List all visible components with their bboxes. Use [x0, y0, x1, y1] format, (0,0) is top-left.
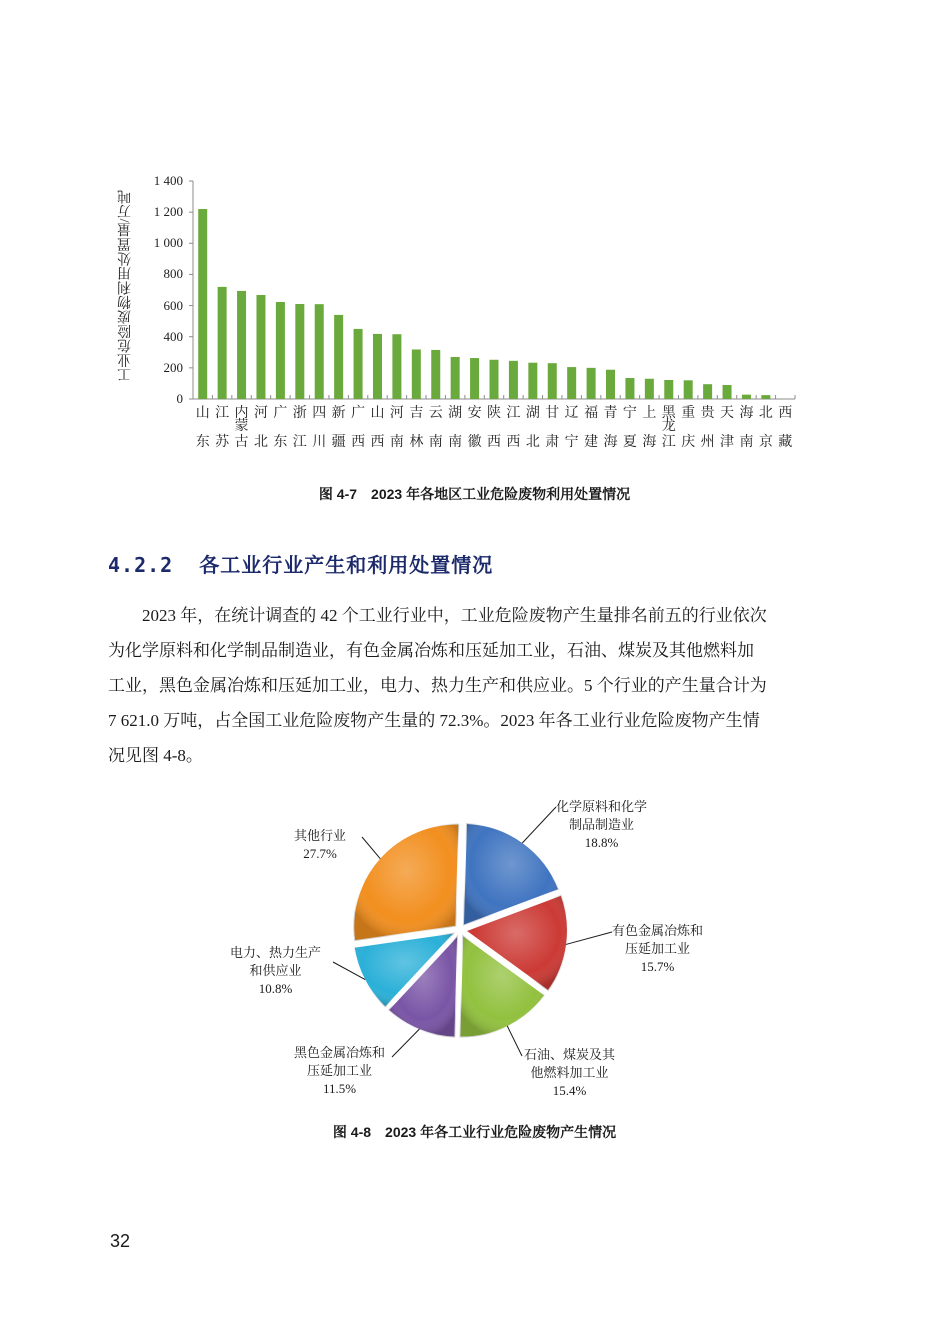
- leader-line: [566, 932, 612, 944]
- bar: [218, 287, 227, 399]
- pie-label-ferrous: [294, 1044, 385, 1098]
- bar: [742, 395, 751, 399]
- bar: [645, 379, 654, 399]
- bar-plot-area: [0, 0, 949, 470]
- label-percent: 15.4%: [552, 1083, 587, 1098]
- x-tick-label: 贵 州: [700, 406, 715, 450]
- x-tick-label: 山 东: [195, 406, 210, 450]
- label-line: 压延加工业: [625, 941, 691, 956]
- y-tick-label: 1 200: [153, 204, 183, 220]
- page-number: 32: [110, 1231, 131, 1251]
- paragraph-line: 工业，黑色金属冶炼和压延加工业，电力、热力生产和供应业。5 个行业的产生量合计为: [108, 676, 767, 695]
- x-tick-label: 江 西: [506, 406, 521, 450]
- label-line: 化学原料和化学: [556, 799, 648, 814]
- label-line: 石油、煤炭及其: [524, 1047, 616, 1062]
- slice-other-shading: [353, 824, 459, 942]
- y-tick-label: 600: [163, 297, 183, 313]
- bar: [295, 304, 304, 399]
- section-title: 各工业行业产生和利用处置情况: [199, 555, 494, 577]
- x-tick-label: 河 南: [389, 406, 404, 450]
- x-tick-label: 重 庆: [681, 406, 696, 450]
- x-tick-label: 天 津: [720, 406, 735, 450]
- bar: [470, 358, 479, 399]
- x-tick-label: 甘 肃: [545, 406, 560, 450]
- bar: [412, 349, 421, 399]
- x-tick-label: 陕 西: [487, 406, 501, 450]
- label-percent: 18.8%: [584, 835, 619, 850]
- bar: [431, 350, 440, 399]
- x-tick-label: 安 徽: [467, 406, 482, 450]
- bar: [392, 334, 401, 399]
- bar: [373, 334, 382, 399]
- pie-label-other: [294, 827, 346, 863]
- label-line: 压延加工业: [307, 1063, 373, 1078]
- x-tick-label: 云 南: [428, 406, 443, 450]
- label-line: 他燃料加工业: [530, 1065, 609, 1080]
- label-line: 其他行业: [294, 828, 347, 843]
- bar: [334, 315, 343, 399]
- x-tick-label: 西 藏: [778, 406, 793, 450]
- bar: [354, 329, 363, 399]
- x-tick-label: 内 蒙 古: [234, 406, 249, 450]
- bar: [567, 367, 576, 399]
- label-percent: 10.8%: [258, 981, 293, 996]
- x-tick-label: 湖 北: [525, 406, 540, 450]
- label-line: 有色金属冶炼和: [612, 923, 704, 938]
- x-tick-label: 江 苏: [215, 406, 230, 450]
- label-line: 电力、热力生产: [230, 945, 322, 960]
- bar: [198, 209, 207, 399]
- pie-label-power: [230, 944, 321, 998]
- x-tick-label: 四 川: [312, 406, 327, 450]
- x-tick-label: 广 西: [351, 406, 366, 450]
- x-tick-label: 湖 南: [448, 406, 463, 450]
- label-percent: 27.7%: [303, 846, 337, 861]
- label-percent: 11.5%: [322, 1081, 357, 1096]
- x-tick-label: 浙 江: [292, 406, 307, 450]
- y-tick-label: 400: [163, 328, 183, 344]
- figure-4-7-caption: 图 4-7 2023 年各地区工业危险废物利用处置情况: [318, 486, 631, 502]
- label-line: 制品制造业: [569, 817, 635, 832]
- label-line: 黑色金属冶炼和: [294, 1045, 386, 1060]
- leader-line: [522, 807, 556, 843]
- bar: [451, 357, 460, 399]
- bar: [625, 378, 634, 399]
- bar: [664, 380, 673, 399]
- y-tick-label: 1 000: [153, 235, 183, 251]
- section-heading: [108, 549, 493, 578]
- bar: [490, 360, 499, 399]
- x-tick-label: 山 西: [370, 406, 385, 450]
- pie-chart-figure-4-8: [0, 780, 949, 1120]
- bar: [684, 380, 693, 399]
- bar-chart-figure-4-7: [0, 0, 949, 470]
- x-tick-label: 新 疆: [331, 406, 346, 450]
- leader-line: [362, 837, 380, 859]
- paragraph-line: 为化学原料和化学制品制造业，有色金属冶炼和压延加工业，石油、煤炭及其他燃料加: [108, 641, 754, 660]
- paragraph-line: 2023 年，在统计调查的 42 个工业行业中，工业危险废物产生量排名前五的行业依次: [142, 606, 767, 625]
- paragraph-line: 况见图 4-8。: [108, 746, 203, 765]
- x-tick-label: 福 建: [584, 406, 599, 450]
- x-tick-label: 宁 夏: [622, 406, 637, 450]
- x-tick-label: 青 海: [603, 406, 618, 450]
- x-tick-label: 广 东: [273, 406, 288, 450]
- x-tick-label: 辽 宁: [564, 406, 579, 450]
- y-tick-label: 1 400: [153, 173, 183, 188]
- section-number: 4.2.2: [108, 553, 174, 577]
- pie-label-petroleum: [524, 1046, 615, 1100]
- bar: [548, 363, 557, 399]
- leader-line: [392, 1029, 419, 1057]
- leader-line: [507, 1026, 522, 1056]
- body-paragraph: [108, 598, 843, 773]
- bar: [509, 361, 518, 399]
- x-tick-label: 海 南: [739, 406, 754, 450]
- label-percent: 15.7%: [640, 959, 675, 974]
- x-tick-label: 河 北: [253, 406, 268, 450]
- paragraph-line: 7 621.0 万吨，占全国工业危险废物产生量的 72.3%。2023 年各工业行业危险废物产生情: [108, 711, 760, 730]
- bar: [723, 385, 732, 399]
- label-line: 和供应业: [249, 963, 302, 978]
- pie-plot-area: [0, 780, 949, 1120]
- y-tick-label: 800: [163, 266, 183, 282]
- x-tick-label: 黑 龙 江: [661, 406, 676, 450]
- bar: [606, 370, 615, 399]
- bar: [276, 302, 285, 399]
- y-tick-label: 200: [163, 359, 183, 375]
- y-tick-label: 0: [176, 391, 183, 406]
- x-tick-label: 上 海: [642, 406, 657, 450]
- x-tick-label: 吉 林: [409, 406, 424, 450]
- x-tick-label: 北 京: [758, 406, 773, 450]
- bar: [528, 363, 537, 399]
- y-axis-label: 工业危险废物利用处置量/万吨: [118, 189, 133, 383]
- bar: [237, 291, 246, 399]
- pie-label-chemical: [556, 798, 647, 852]
- bar: [256, 295, 265, 399]
- bar: [761, 395, 770, 399]
- bar: [315, 304, 324, 399]
- bar: [703, 384, 712, 399]
- figure-4-8-caption: 图 4-8 2023 年各工业行业危险废物产生情况: [332, 1124, 617, 1140]
- bar: [587, 368, 596, 399]
- pie-label-nonferrous: [612, 922, 703, 976]
